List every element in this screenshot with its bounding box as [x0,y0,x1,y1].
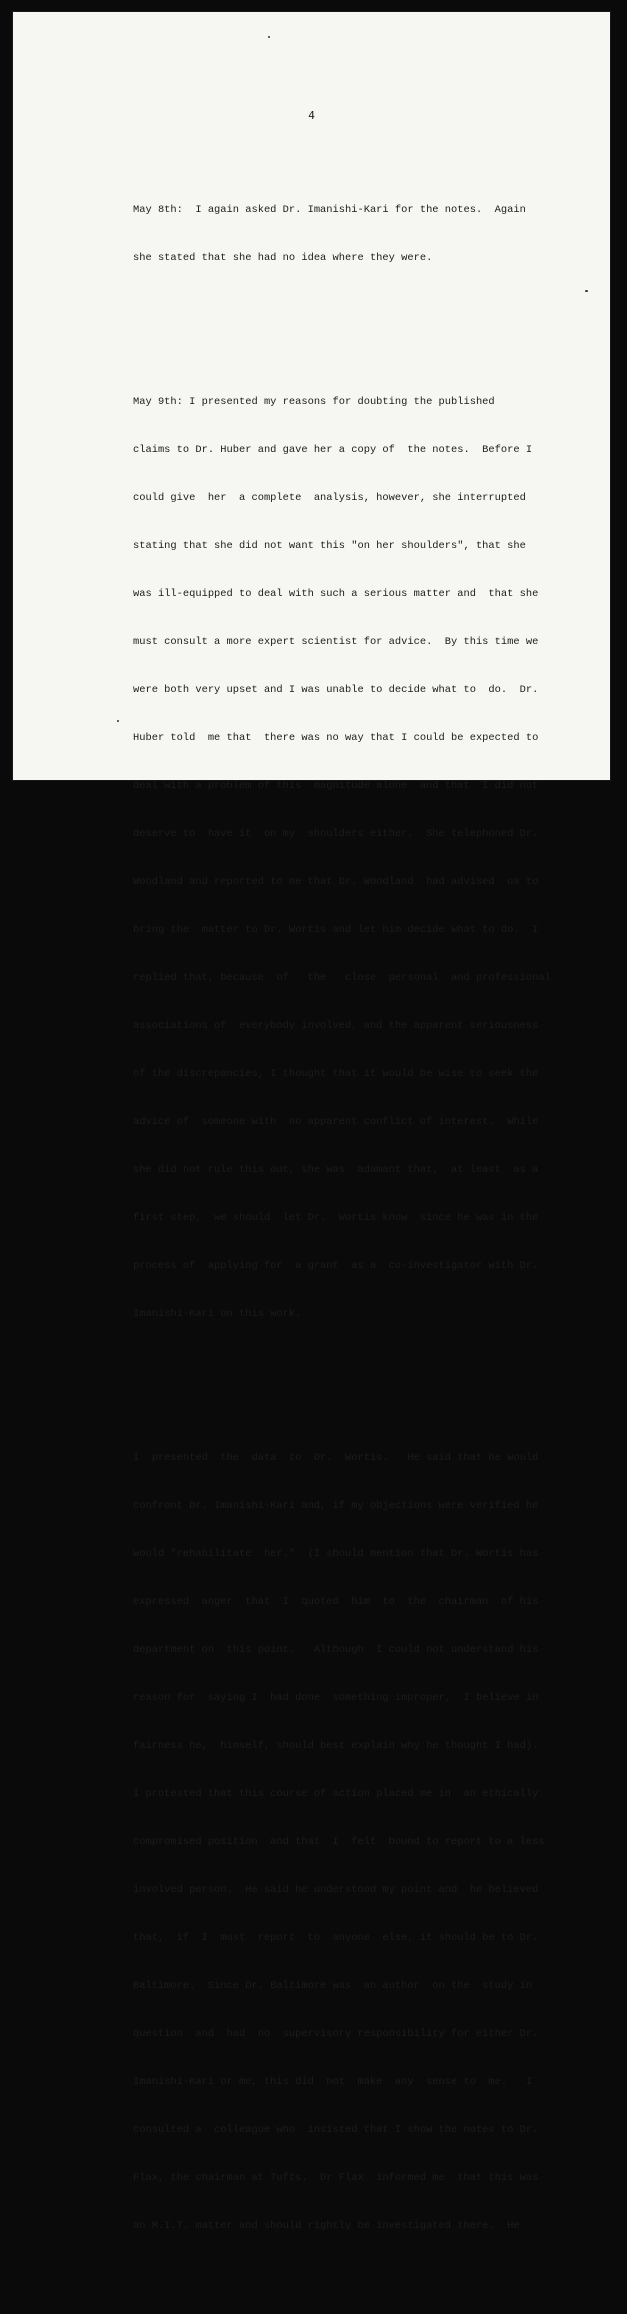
text-line: must consult a more expert scientist for advice. By this time we [133,636,539,648]
text-line: compromised position and that I felt bound to report to a less [133,1836,545,1848]
text-line: Flax, the chairman at Tufts. Dr Flax informed me that this was [133,2172,539,2184]
text-line: she stated that she had no idea where they were. [133,252,433,264]
text-line: question and had no supervisory responsibility for either Dr. [133,2028,539,2040]
text-line: claims to Dr. Huber and gave her a copy of the notes. Before I [133,444,533,456]
text-line: would "rehabilitate her." (I should mention that Dr. Wortis has [133,1548,539,1560]
scan-speck [268,36,270,38]
text-line: were both very upset and I was unable to decide what to do. Dr. [133,684,539,696]
text-line: Huber told me that there was no way that I could be expected to [133,732,539,744]
text-line: confront Dr. Imanishi-Kari and, if my objections were verified he [133,1500,539,1512]
scan-speck [117,720,119,722]
text-line: an M.I.T. matter and should rightly be investigated there. He [133,2220,520,2232]
text-line: Baltimore. Since Dr. Baltimore was an author on the study in [133,1980,533,1992]
text-line: could give her a complete analysis, however, she interrupted [133,492,526,504]
text-line: Woodland and reported to me that Dr. Woodland had advised us to [133,876,539,888]
text-line: consulted a colleague who insisted that I show the notes to Dr. [133,2124,539,2136]
text-line: of the discrepancies, I thought that it would be wise to seek the [133,1068,539,1080]
text-line: that, if I must report to anyone else, it should be to Dr. [133,1932,539,1944]
text-line: reason for saying I had done something improper, I believe in [133,1692,539,1704]
text-line: was ill-equipped to deal with such a serious matter and that she [133,588,539,600]
document-body [133,138,553,2314]
page-number: 4 [308,109,315,122]
text-line: stating that she did not want this "on her shoulders", that she [133,540,526,552]
text-line: deserve to have it on my shoulders either. She telephoned Dr. [133,828,539,840]
text-line: department on this point. Although I could not understand his [133,1644,539,1656]
text-line: fairness he, himself, should best explain why he thought I had). [133,1740,539,1752]
text-line: replied that, because of the close personal and professional [133,972,551,984]
text-line: I presented the data to Dr. Wortis. He said that he would [133,1452,539,1464]
text-line: Imanishi-Kari on this work. [133,1308,302,1320]
text-line: she did not rule this out, she was adamant that, at least as a [133,1164,539,1176]
document-page [13,12,610,2232]
text-line: I protested that this course of action placed me in an ethically [133,1788,539,1800]
paragraph-wortis [133,1418,553,2266]
text-line: May 8th: I again asked Dr. Imanishi-Kari for the notes. Again [133,204,526,216]
text-line: associations of everybody involved, and the apparent seriousness [133,1020,539,1032]
text-line: process of applying for a grant as a co-investigator with Dr. [133,1260,539,1272]
paragraph-may-8 [133,170,553,298]
text-line: bring the matter to Dr. Wortis and let him decide what to do. I [133,924,539,936]
paragraph-may-9 [133,362,553,1354]
scan-speck [585,290,588,292]
text-line: first step, we should let Dr. Wortis know since he was in the [133,1212,539,1224]
text-line: deal with a problem of this magnitude alone and that I did not [133,780,539,792]
text-line: May 9th: I presented my reasons for doubting the published [133,396,495,408]
text-line: expressed anger that I quoted him to the chairman of his [133,1596,539,1608]
text-line: advice of someone with no apparent conflict of interest. While [133,1116,539,1128]
text-line: involved person. He said he understood my point and he believed [133,1884,539,1896]
text-line: Imanishi-Kari or me, this did not make any sense to me. I [133,2076,533,2088]
